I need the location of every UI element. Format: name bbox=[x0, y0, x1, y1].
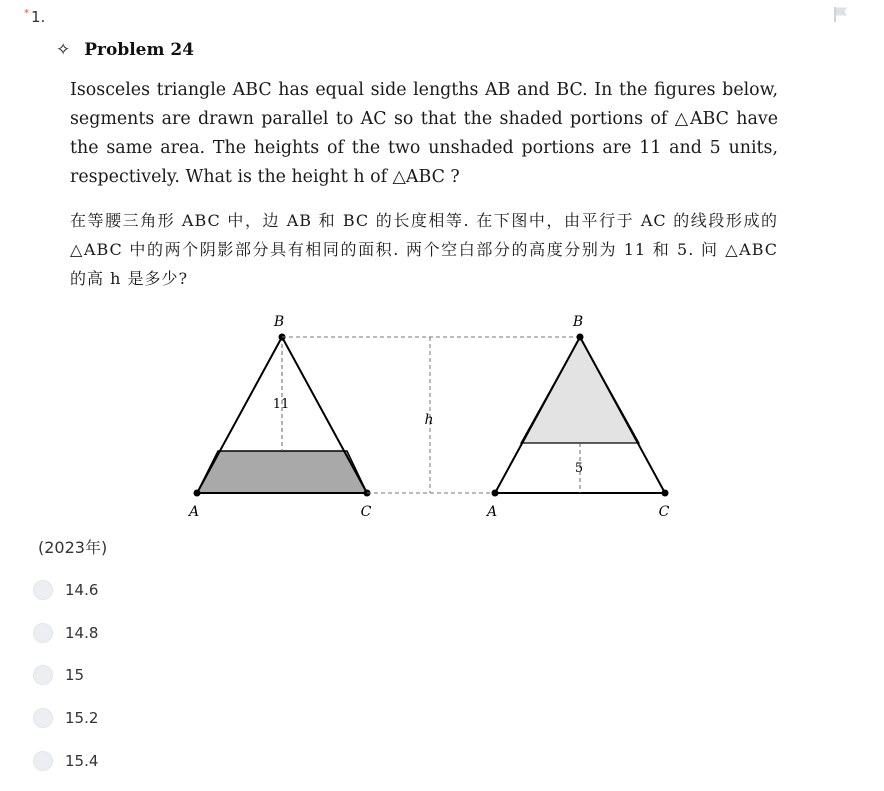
radio-button[interactable] bbox=[33, 580, 53, 600]
radio-button[interactable] bbox=[33, 708, 53, 728]
left-height-label: 11 bbox=[272, 397, 290, 412]
year-label: (2023年) bbox=[38, 538, 108, 557]
triangle-figure bbox=[70, 300, 780, 530]
option-1[interactable] bbox=[33, 577, 98, 603]
left-label-c: C bbox=[360, 504, 372, 520]
right-triangle bbox=[485, 314, 670, 520]
option-label: 15.4 bbox=[65, 751, 99, 770]
left-shaded-trapezoid bbox=[197, 451, 367, 493]
option-5[interactable] bbox=[33, 748, 98, 774]
problem-title-text: Problem 24 bbox=[84, 40, 195, 60]
radio-button[interactable] bbox=[33, 623, 53, 643]
option-2[interactable] bbox=[33, 620, 98, 646]
required-mark: * bbox=[24, 8, 29, 19]
radio-button[interactable] bbox=[33, 665, 53, 685]
problem-title bbox=[56, 40, 786, 60]
option-4[interactable] bbox=[33, 705, 98, 731]
left-triangle bbox=[187, 314, 372, 520]
option-label: 15.2 bbox=[65, 709, 99, 728]
option-label: 14.8 bbox=[65, 623, 99, 642]
sparkle-icon: ✧ bbox=[56, 40, 71, 60]
problem-block bbox=[56, 40, 786, 293]
flag-icon[interactable] bbox=[832, 5, 850, 23]
left-label-a: A bbox=[188, 504, 200, 520]
right-shaded-triangle bbox=[521, 337, 639, 443]
problem-text-zh: 在等腰三角形 ABC 中，边 AB 和 BC 的长度相等. 在下图中，由平行于 AC 的线段形成的 △ABC 中的两个阴影部分具有相同的面积. 两个空白部分的高度分别为 11 和 5. 问 △ABC 的高 h 是多少? bbox=[70, 211, 778, 288]
option-label: 15 bbox=[65, 666, 85, 685]
right-label-a: A bbox=[486, 504, 498, 520]
answer-options bbox=[33, 577, 98, 790]
question-number-text: 1. bbox=[31, 8, 46, 26]
height-h-label: h bbox=[424, 412, 434, 428]
left-label-b: B bbox=[273, 314, 285, 330]
right-label-c: C bbox=[658, 504, 670, 520]
question-number bbox=[24, 8, 45, 26]
radio-button[interactable] bbox=[33, 751, 53, 771]
problem-text-en: Isosceles triangle ABC has equal side lengths AB and BC. In the figures below, segments are drawn parallel to AC so that the shaded portions of △ABC have the same area. The heights of the two unshaded portions are 11 and 5 units, respectively. What is the height h of △ABC ? bbox=[70, 80, 778, 187]
option-label: 14.6 bbox=[65, 581, 99, 599]
option-3[interactable] bbox=[33, 662, 98, 688]
right-label-b: B bbox=[572, 314, 584, 330]
right-height-label: 5 bbox=[574, 461, 584, 476]
